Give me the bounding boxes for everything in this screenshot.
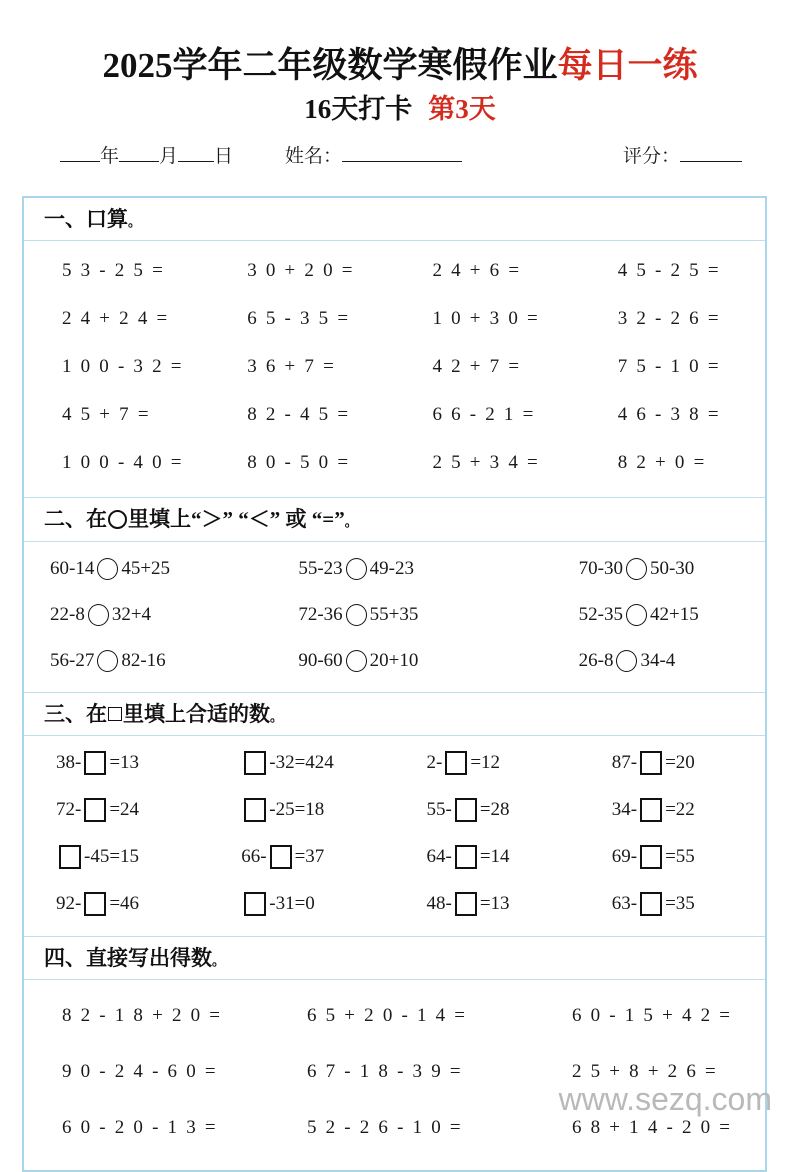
answer-circle[interactable] — [626, 558, 647, 580]
fill-left: 2- — [426, 752, 443, 774]
fill-right: -31=0 — [269, 893, 315, 915]
section-3-heading-prefix: 三、在 — [44, 701, 107, 726]
problem-cell: 3 6 + 7 = — [247, 356, 336, 378]
fill-right: -32=424 — [269, 752, 334, 774]
fill-box-cell — [24, 892, 209, 916]
answer-box[interactable] — [640, 845, 662, 869]
problem-row — [24, 247, 765, 295]
fill-left: 87- — [611, 752, 638, 774]
comparison-left: 72-36 — [298, 603, 343, 625]
fill-left: 55- — [426, 799, 452, 821]
problem-cell: 8 2 - 4 5 = — [247, 404, 351, 426]
problem-cell: 2 5 + 3 4 = — [432, 452, 540, 474]
comparison-right: 45+25 — [121, 557, 171, 579]
worksheet-title-line-1 — [0, 46, 800, 86]
problem-cell: 4 5 - 2 5 = — [617, 260, 721, 282]
comparison-left: 70-30 — [578, 557, 623, 579]
answer-box[interactable] — [244, 751, 266, 775]
problem-cell: 4 6 - 3 8 = — [617, 404, 721, 426]
comparison-cell — [236, 604, 484, 626]
problem-cell: 6 5 - 3 5 = — [247, 308, 351, 330]
fill-left: 64- — [426, 846, 452, 868]
section-3-body — [24, 740, 765, 937]
answer-circle[interactable] — [97, 650, 118, 672]
fill-box-cell — [580, 751, 765, 775]
answer-box[interactable] — [84, 751, 106, 775]
month-blank[interactable] — [119, 146, 159, 162]
fill-box-cell — [395, 751, 580, 775]
fill-left: 69- — [611, 846, 638, 868]
student-info-line — [0, 141, 800, 168]
problem-cell: 6 0 - 1 5 + 4 2 = — [572, 1005, 733, 1027]
comparison-cell — [485, 650, 765, 672]
fill-box-cell — [395, 798, 580, 822]
name-blank[interactable] — [342, 146, 462, 162]
score-field-group — [623, 141, 742, 168]
problem-row — [24, 834, 765, 881]
fill-box-cell — [395, 845, 580, 869]
answer-box[interactable] — [455, 798, 477, 822]
fill-right: =22 — [665, 799, 695, 821]
score-label: 评分： — [622, 146, 680, 168]
comparison-cell — [24, 604, 236, 626]
comparison-left: 22-8 — [50, 603, 85, 625]
fill-left: 48- — [426, 893, 452, 915]
problem-row — [24, 787, 765, 834]
fill-right: =12 — [470, 752, 501, 774]
fill-box-cell — [580, 845, 765, 869]
fill-right: =13 — [479, 893, 510, 915]
problem-row — [24, 546, 765, 592]
answer-box[interactable] — [640, 798, 662, 822]
fill-box-cell — [209, 845, 394, 869]
section-2-heading-middle: 里填上 — [128, 507, 191, 532]
problem-row — [24, 638, 765, 684]
exercise-frame — [22, 196, 767, 1172]
comparison-right: 20+10 — [369, 649, 419, 671]
answer-box[interactable] — [445, 751, 467, 775]
answer-circle[interactable] — [626, 604, 647, 626]
fill-right: =20 — [665, 752, 695, 774]
name-label: 姓名： — [285, 146, 343, 168]
problem-cell: 6 6 - 2 1 = — [432, 404, 536, 426]
problem-cell: 4 2 + 7 = — [432, 356, 522, 378]
section-4-body — [24, 988, 765, 1156]
fill-right: =35 — [665, 893, 695, 915]
problem-row — [24, 740, 765, 787]
section-4-heading-period: 。 — [212, 952, 226, 968]
answer-box[interactable] — [244, 798, 266, 822]
fill-left: 72- — [56, 799, 82, 821]
comparison-right: 82-16 — [121, 649, 166, 671]
problem-row — [24, 295, 765, 343]
answer-box[interactable] — [84, 798, 106, 822]
answer-circle[interactable] — [346, 558, 367, 580]
fill-box-cell — [209, 751, 394, 775]
problem-row — [24, 391, 765, 439]
section-2-heading-period: 。 — [344, 514, 358, 530]
year-blank[interactable] — [60, 146, 100, 162]
problem-row — [24, 988, 765, 1044]
name-field-group — [285, 141, 462, 168]
fill-left: 34- — [611, 799, 638, 821]
fill-box-cell — [24, 798, 209, 822]
day-blank[interactable] — [178, 146, 214, 162]
section-2-heading-prefix: 二、在 — [44, 507, 107, 532]
answer-circle[interactable] — [97, 558, 118, 580]
fill-right: =28 — [479, 799, 510, 821]
fill-box-cell — [24, 751, 209, 775]
day-label: 日 — [214, 146, 234, 168]
comparison-cell — [236, 558, 484, 580]
fill-right: -25=18 — [269, 799, 325, 821]
answer-circle[interactable] — [346, 650, 367, 672]
comparison-right: 55+35 — [369, 603, 419, 625]
problem-cell: 1 0 0 - 4 0 = — [62, 452, 184, 474]
problem-cell: 5 3 - 2 5 = — [62, 260, 165, 282]
problem-row — [24, 881, 765, 928]
section-1-heading-period: 。 — [128, 214, 142, 229]
problem-cell: 8 2 + 0 = — [617, 452, 707, 474]
answer-box[interactable] — [455, 845, 477, 869]
title-accent-text: 每日一练 — [557, 46, 698, 85]
fill-left: 38- — [56, 752, 82, 774]
section-1-heading — [24, 198, 765, 241]
square-icon — [108, 707, 122, 721]
problem-cell: 6 0 - 2 0 - 1 3 = — [62, 1117, 218, 1139]
problem-cell: 2 5 + 8 + 2 6 = — [572, 1061, 718, 1083]
problem-cell: 2 4 + 6 = — [432, 260, 522, 282]
comparison-right: 32+4 — [111, 603, 152, 625]
problem-cell: 6 8 + 1 4 - 2 0 = — [572, 1117, 733, 1139]
title-main-text: 2025学年二年级数学寒假作业 — [102, 46, 558, 85]
comparison-left: 26-8 — [578, 649, 614, 671]
section-4-heading-text: 四、直接写出得数 — [44, 945, 212, 970]
answer-box[interactable] — [84, 892, 106, 916]
problem-cell: 3 2 - 2 6 = — [617, 308, 721, 330]
fill-left: 92- — [56, 893, 82, 915]
worksheet-title-line-2 — [0, 94, 800, 125]
title-block — [0, 0, 800, 125]
comparison-left: 52-35 — [578, 603, 623, 625]
section-2-body — [24, 546, 765, 693]
section-3-heading-suffix: 里填上合适的数 — [123, 701, 270, 726]
comparison-cell — [485, 558, 765, 580]
site-watermark: www.sezq.com — [558, 1081, 772, 1117]
problem-cell: 9 0 - 2 4 - 6 0 = — [62, 1061, 218, 1083]
problem-cell: 7 5 - 1 0 = — [617, 356, 721, 378]
comparison-cell — [24, 558, 236, 580]
fill-right: =13 — [109, 752, 140, 774]
current-day-text: 第3天 — [428, 94, 496, 125]
problem-cell: 2 4 + 2 4 = — [62, 308, 170, 330]
problem-cell: 8 0 - 5 0 = — [247, 452, 351, 474]
answer-box[interactable] — [640, 892, 662, 916]
section-1-heading-text: 一、口算 — [44, 207, 128, 231]
fill-left: 66- — [241, 846, 267, 868]
section-2-heading-suffix: “＞” “＜” 或 “=” — [191, 507, 345, 532]
section-4-heading — [24, 937, 765, 980]
fill-box-cell — [209, 892, 394, 916]
comparison-right: 50-30 — [649, 557, 695, 579]
answer-circle[interactable] — [88, 604, 109, 626]
month-label: 月 — [159, 146, 179, 168]
problem-row — [24, 439, 765, 487]
problem-cell: 1 0 0 - 3 2 = — [62, 356, 184, 378]
comparison-right: 34-4 — [640, 649, 676, 671]
comparison-right: 42+15 — [649, 603, 699, 625]
answer-box[interactable] — [59, 845, 81, 869]
fill-right: =55 — [665, 846, 695, 868]
problem-cell: 5 2 - 2 6 - 1 0 = — [307, 1117, 463, 1139]
fill-right: =37 — [294, 846, 325, 868]
checkin-days-text: 16天打卡 — [304, 94, 413, 125]
fill-box-cell — [209, 798, 394, 822]
answer-circle[interactable] — [346, 604, 367, 626]
section-3-heading — [24, 693, 765, 736]
fill-right: =14 — [479, 846, 510, 868]
comparison-cell — [24, 650, 236, 672]
comparison-cell — [236, 650, 484, 672]
problem-row — [24, 343, 765, 391]
section-3-heading-period: 。 — [270, 708, 284, 724]
answer-box[interactable] — [640, 751, 662, 775]
fill-box-cell — [580, 798, 765, 822]
answer-box[interactable] — [270, 845, 292, 869]
comparison-left: 55-23 — [298, 557, 343, 579]
problem-cell: 1 0 + 3 0 = — [432, 308, 540, 330]
fill-box-cell — [395, 892, 580, 916]
fill-left: 63- — [611, 893, 638, 915]
fill-right: =24 — [109, 799, 140, 821]
date-field-group — [60, 141, 233, 168]
answer-box[interactable] — [455, 892, 477, 916]
score-blank[interactable] — [680, 146, 742, 162]
comparison-right: 49-23 — [369, 557, 414, 579]
fill-box-cell — [580, 892, 765, 916]
circle-icon — [108, 510, 127, 529]
answer-circle[interactable] — [616, 650, 637, 672]
year-label: 年 — [100, 146, 120, 168]
comparison-left: 60-14 — [50, 557, 95, 579]
problem-row — [24, 592, 765, 638]
comparison-left: 56-27 — [50, 649, 95, 671]
comparison-left: 90-60 — [298, 649, 343, 671]
section-1-body — [24, 247, 765, 498]
problem-cell: 6 5 + 2 0 - 1 4 = — [307, 1005, 468, 1027]
problem-cell: 4 5 + 7 = — [62, 404, 151, 426]
comparison-cell — [485, 604, 765, 626]
fill-right: -45=15 — [84, 846, 140, 868]
problem-cell: 8 2 - 1 8 + 2 0 = — [62, 1005, 223, 1027]
problem-cell: 6 7 - 1 8 - 3 9 = — [307, 1061, 463, 1083]
answer-box[interactable] — [244, 892, 266, 916]
fill-box-cell — [24, 845, 209, 869]
problem-cell: 3 0 + 2 0 = — [247, 260, 355, 282]
fill-right: =46 — [109, 893, 140, 915]
section-2-heading — [24, 498, 765, 541]
